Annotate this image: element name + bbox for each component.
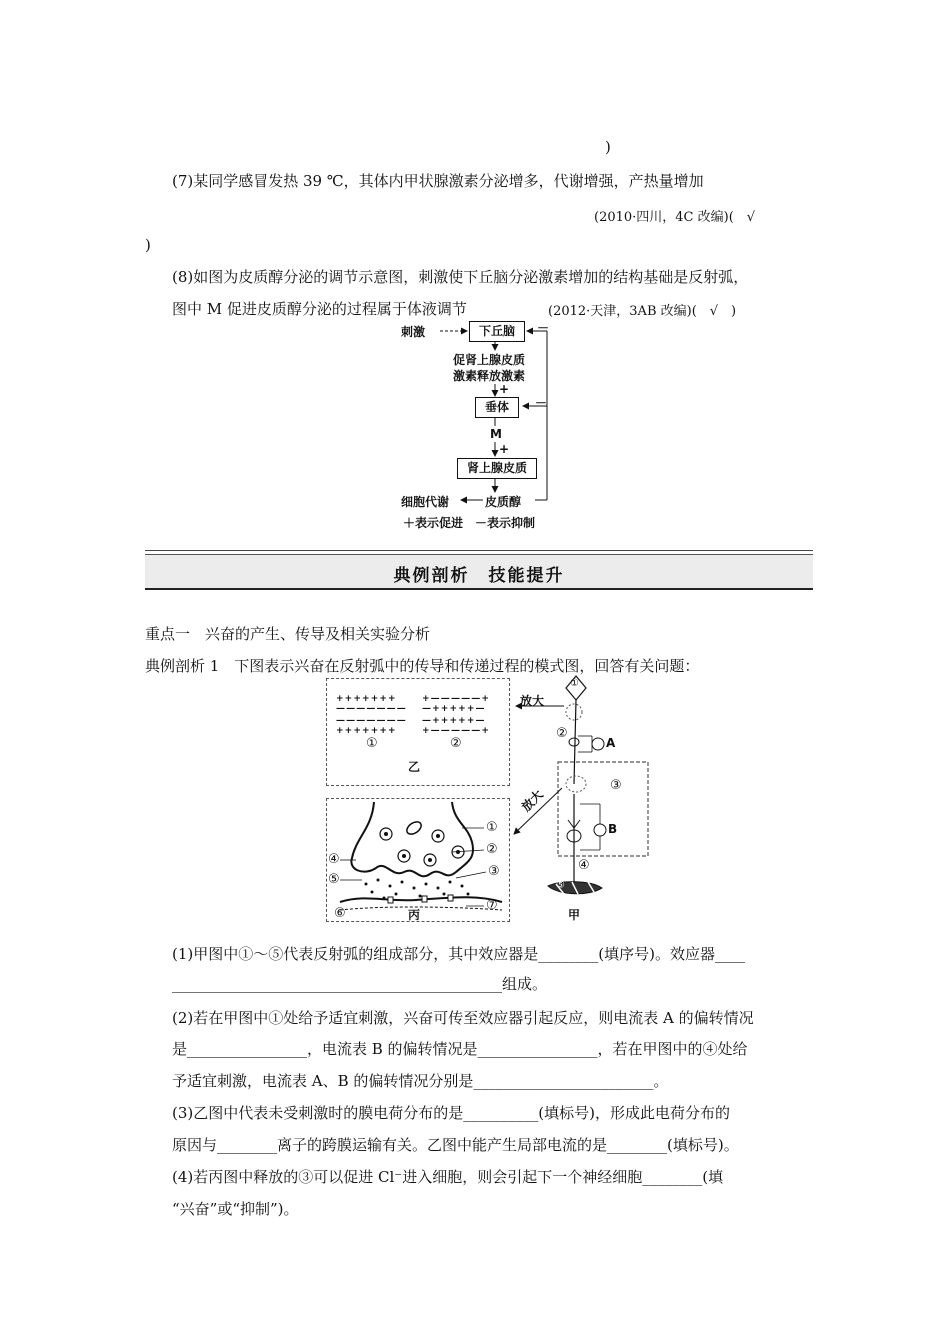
bing-num-7: ⑦ <box>486 898 498 913</box>
item7-source: (2010·四川，4C 改编)( √ <box>594 210 756 225</box>
bing-num-5: ⑤ <box>328 872 340 887</box>
meter-a-label: A <box>606 736 616 750</box>
cell-metabolism-label: 细胞代谢 <box>401 495 450 509</box>
bing-num-3: ③ <box>488 864 500 879</box>
jia-num-4: ④ <box>578 858 590 873</box>
jia-num-2: ② <box>556 726 568 741</box>
bing-num-1: ① <box>486 820 498 835</box>
bing-num-2: ② <box>486 842 498 857</box>
meter-b-label: B <box>608 822 618 836</box>
question-4-line-2: “兴奋”或“抑制”)。 <box>172 1200 299 1218</box>
adrenal-cortex-box: 肾上腺皮质 <box>457 458 537 479</box>
bing-num-6: ⑥ <box>334 906 346 921</box>
question-2-line-3: 予适宜刺激，电流表 A、B 的偏转情况分别是________________________。 <box>172 1072 669 1090</box>
yi-num-1: ① <box>366 736 378 751</box>
item7-text: (7)某同学感冒发热 39 ℃，其体内甲状腺激素分泌增多，代谢增强，产热量增加 <box>172 172 704 190</box>
plus-sign-1: + <box>499 382 510 396</box>
minus-sign-2: － <box>535 396 548 410</box>
jia-label: 甲 <box>568 908 581 922</box>
yi1-row-plus-bottom: + + + + + + + <box>336 726 395 736</box>
yi-num-2: ② <box>450 736 462 751</box>
example-intro: 典例剖析 1 下图表示兴奋在反射弧中的传导和传递过程的模式图，回答有关问题： <box>145 657 700 675</box>
focus-heading: 重点一 兴奋的产生、传导及相关实验分析 <box>145 625 431 643</box>
crh-label-line2: 激素释放激素 <box>453 369 526 383</box>
item8-line1: (8)如图为皮质醇分泌的调节示意图，刺激使下丘脑分泌激素增加的结构基础是反射弧， <box>172 268 749 286</box>
hypothalamus-box: 下丘脑 <box>469 321 525 342</box>
yi2-row-mid-top: — + + + + + — <box>422 704 484 714</box>
item8-source: (2012·天津，3AB 改编)( √ ) <box>548 304 737 319</box>
yi2-row-top: + — — — — — + <box>422 694 488 704</box>
close-paren: ) <box>605 138 611 156</box>
cortisol-diagram <box>395 318 565 533</box>
item8-line2: 图中 M 促进皮质醇分泌的过程属于体液调节 <box>172 300 467 318</box>
question-1-line-1: (1)甲图中①～⑤代表反射弧的组成部分，其中效应器是________(填序号)。效应器____ <box>172 945 745 963</box>
legend-text: ＋表示促进 －表示抑制 <box>403 516 536 530</box>
bing-label: 丙 <box>408 908 421 922</box>
jia-num-3: ③ <box>610 778 622 793</box>
cortisol-label: 皮质醇 <box>485 495 522 509</box>
question-3-line-1: (3)乙图中代表未受刺激时的膜电荷分布的是__________(填标号)，形成此电荷分布的 <box>172 1104 730 1122</box>
jia-num-5: ⑤ <box>556 880 565 891</box>
pituitary-box: 垂体 <box>475 397 519 418</box>
yi1-row-minus-bottom: — — — — — — — <box>336 716 405 726</box>
bing-num-4: ④ <box>328 852 340 867</box>
yi-label: 乙 <box>408 760 421 774</box>
question-2-line-2: 是________________，电流表 B 的偏转情况是________________，若在甲图中的④处给 <box>172 1040 748 1058</box>
stimulus-label: 刺激 <box>401 325 426 339</box>
yi1-row-minus-top: — — — — — — — <box>336 704 405 714</box>
question-4-line-1: (4)若丙图中释放的③可以促进 Cl⁻进入细胞，则会引起下一个神经细胞________(填 <box>172 1168 724 1186</box>
fangda-label-1: 放大 <box>520 694 545 708</box>
item7-close: ) <box>145 236 151 254</box>
plus-sign-2: + <box>499 442 510 456</box>
section-header <box>145 554 813 590</box>
question-2-line-1: (2)若在甲图中①处给予适宜刺激，兴奋可传至效应器引起反应，则电流表 A 的偏转情况 <box>172 1009 754 1027</box>
fangda-label-2: 放大 <box>518 787 546 815</box>
m-label: M <box>490 427 502 441</box>
section-title: 典例剖析 技能提升 <box>393 566 565 586</box>
question-1-line-2: ____________________________________________组成。 <box>172 975 548 993</box>
jia-num-1: ① <box>570 678 579 689</box>
question-3-line-2: 原因与________离子的跨膜运输有关。乙图中能产生局部电流的是________(填标号)。 <box>172 1136 739 1154</box>
crh-label-line1: 促肾上腺皮质 <box>453 353 526 367</box>
minus-sign-1: － <box>537 321 550 335</box>
panel-jia <box>500 674 650 924</box>
yi2-row-mid-bottom: — + + + + + — <box>422 716 484 726</box>
section-top-rule <box>145 550 813 551</box>
yi1-row-plus-top: + + + + + + + <box>336 694 395 704</box>
yi2-row-bottom: + — — — — — + <box>422 726 488 736</box>
